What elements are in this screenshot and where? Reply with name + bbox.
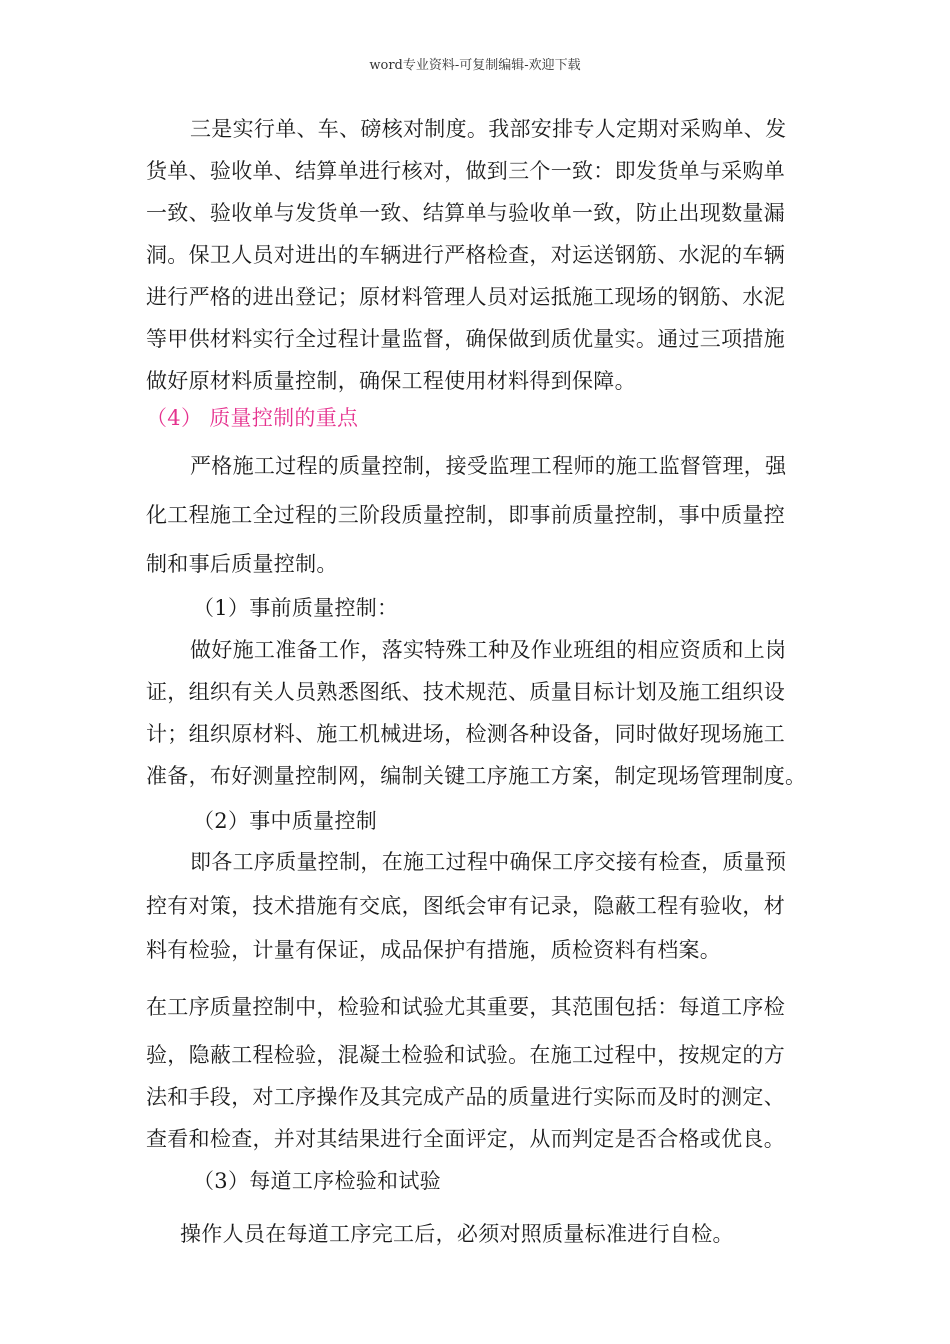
paragraph-line: 做好原材料质量控制，确保工程使用材料得到保障。 [146, 369, 636, 393]
subsection-heading: （2）事中质量控制 [193, 809, 378, 833]
paragraph-line: 操作人员在每道工序完工后，必须对照质量标准进行自检。 [180, 1222, 734, 1246]
paragraph-line: 验，隐蔽工程检验，混凝土检验和试验。在施工过程中，按规定的方 [146, 1043, 785, 1067]
paragraph-line: 等甲供材料实行全过程计量监督，确保做到质优量实。通过三项措施 [146, 327, 785, 351]
paragraph-line: 化工程施工全过程的三阶段质量控制，即事前质量控制，事中质量控 [146, 503, 785, 527]
paragraph-line: 一致、验收单与发货单一致、结算单与验收单一致，防止出现数量漏 [146, 201, 785, 225]
paragraph-line: 控有对策，技术措施有交底，图纸会审有记录，隐蔽工程有验收，材 [146, 894, 785, 918]
paragraph-line: 严格施工过程的质量控制，接受监理工程师的施工监督管理，强 [190, 454, 787, 478]
paragraph-line: 在工序质量控制中，检验和试验尤其重要，其范围包括：每道工序检 [146, 995, 785, 1019]
page-header: word专业资料-可复制编辑-欢迎下载 [369, 58, 581, 73]
paragraph-line: 洞。保卫人员对进出的车辆进行严格检查，对运送钢筋、水泥的车辆 [146, 243, 785, 267]
paragraph-line: 证，组织有关人员熟悉图纸、技术规范、质量目标计划及施工组织设 [146, 680, 785, 704]
paragraph-line: 计；组织原材料、施工机械进场，检测各种设备，同时做好现场施工 [146, 722, 785, 746]
paragraph-line: 做好施工准备工作，落实特殊工种及作业班组的相应资质和上岗 [190, 638, 787, 662]
paragraph-line: 查看和检查，并对其结果进行全面评定，从而判定是否合格或优良。 [146, 1127, 785, 1151]
paragraph-line: 准备，布好测量控制网，编制关键工序施工方案，制定现场管理制度。 [146, 764, 807, 788]
section-heading: （4） 质量控制的重点 [146, 406, 359, 430]
paragraph-line: 料有检验，计量有保证，成品保护有措施，质检资料有档案。 [146, 938, 722, 962]
paragraph-line: 即各工序质量控制，在施工过程中确保工序交接有检查，质量预 [190, 850, 787, 874]
paragraph-line: 货单、验收单、结算单进行核对，做到三个一致：即发货单与采购单 [146, 159, 785, 183]
paragraph-line: 三是实行单、车、磅核对制度。我部安排专人定期对采购单、发 [190, 117, 787, 141]
subsection-heading: （1）事前质量控制： [193, 596, 399, 620]
paragraph-line: 制和事后质量控制。 [146, 552, 338, 576]
paragraph-line: 法和手段，对工序操作及其完成产品的质量进行实际而及时的测定、 [146, 1085, 785, 1109]
subsection-heading: （3）每道工序检验和试验 [193, 1169, 441, 1193]
paragraph-line: 进行严格的进出登记；原材料管理人员对运抵施工现场的钢筋、水泥 [146, 285, 785, 309]
